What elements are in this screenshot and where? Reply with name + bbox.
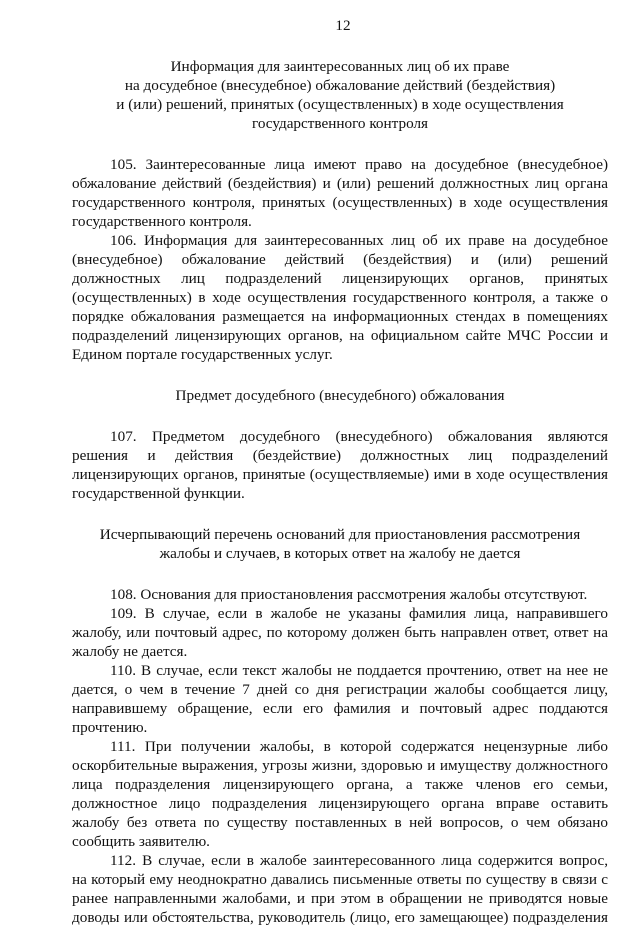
paragraph-line: ранее направленными жалобами, и при этом в обращении не приводятся новые [72, 890, 608, 907]
paragraph-line: государственного контроля, принятых (осуществленных) в ходе осуществления [72, 194, 608, 211]
heading-line: Предмет досудебного (внесудебного) обжалования [175, 387, 505, 404]
paragraph-line: 111. При получении жалобы, в которой содержатся нецензурные либо [110, 738, 608, 755]
paragraph-105 [72, 155, 608, 231]
paragraph-line: жалобу без ответа по существу поставленных в ней вопросов, о чем обязано [72, 814, 608, 831]
paragraph-line: направившему обращение, если его фамилия и почтовый адрес поддаются [72, 700, 608, 717]
paragraph-line: дается, о чем в течение 7 дней со дня регистрации жалобы сообщается лицу, [72, 681, 608, 698]
paragraph-line: 108. Основания для приостановления рассмотрения жалобы отсутствуют. [110, 586, 588, 603]
paragraph-line: государственной функции. [72, 485, 245, 502]
paragraph-line: прочтению. [72, 719, 148, 736]
paragraph-line: сообщить заявителю. [72, 833, 210, 850]
paragraph-line: 110. В случае, если текст жалобы не поддается прочтению, ответ на нее не [110, 662, 608, 679]
document-page [72, 16, 608, 927]
paragraph-line: решения и действия (бездействие) должностных лиц подразделений [72, 447, 608, 464]
paragraph-111 [72, 737, 608, 851]
paragraph-line: доводы или обстоятельства, руководитель (лицо, его замещающее) подразделения [72, 909, 608, 926]
paragraph-line: 112. В случае, если в жалобе заинтересованного лица содержится вопрос, [110, 852, 608, 869]
heading-line: жалобы и случаев, в которых ответ на жалобу не дается [159, 545, 521, 562]
paragraph-line: 109. В случае, если в жалобе не указаны фамилия лица, направившего [110, 605, 608, 622]
paragraph-107 [72, 427, 608, 503]
heading-line: Информация для заинтересованных лиц об их праве [170, 58, 510, 75]
paragraph-109 [72, 604, 608, 661]
paragraph-110 [72, 661, 608, 737]
paragraph-line: на который ему неоднократно давались письменные ответы по существу в связи с [72, 871, 608, 888]
paragraph-line: (внесудебное) обжалование действий (бездействия) и (или) решений [72, 251, 608, 268]
paragraph-line: 106. Информация для заинтересованных лиц об их праве на досудебное [110, 232, 608, 249]
section-heading-appeal-subject [72, 386, 608, 405]
paragraph-line: 105. Заинтересованные лица имеют право на досудебное (внесудебное) [110, 156, 608, 173]
paragraph-line: порядке обжалования размещается на информационных стендах в помещениях [72, 308, 608, 325]
paragraph-line: подразделений лицензирующих органов, на официальном сайте МЧС России и [72, 327, 608, 344]
paragraph-106 [72, 231, 608, 364]
paragraph-line: лица подразделения лицензирующего органа, а также членов его семьи, [72, 776, 608, 793]
paragraph-line: жалобу не дается. [72, 643, 188, 660]
paragraph-line: государственного контроля. [72, 213, 252, 230]
paragraph-line: должностных лиц подразделений лицензирующих органов, принятых [72, 270, 608, 287]
paragraph-line: жалобу, или почтовый адрес, по которому должен быть направлен ответ, ответ на [72, 624, 608, 641]
section-heading-appeal-rights [72, 57, 608, 133]
paragraph-line: 107. Предметом досудебного (внесудебного) обжалования являются [110, 428, 608, 445]
page-number: 12 [335, 17, 351, 34]
paragraph-line: (осуществленных) в ходе осуществления государственного контроля, а также о [72, 289, 608, 306]
paragraph-108 [72, 585, 608, 604]
heading-line: и (или) решений, принятых (осуществленных) в ходе осуществления [116, 96, 564, 113]
paragraph-line: оскорбительные выражения, угрозы жизни, здоровью и имуществу должностного [72, 757, 608, 774]
paragraph-112 [72, 851, 608, 927]
heading-line: на досудебное (внесудебное) обжалование действий (бездействия) [124, 77, 556, 94]
paragraph-line: обжалование действий (бездействия) и (или) решений должностных лиц органа [72, 175, 608, 192]
heading-line: государственного контроля [251, 115, 429, 132]
heading-line: Исчерпывающий перечень оснований для приостановления рассмотрения [99, 526, 581, 543]
paragraph-line: Едином портале государственных услуг. [72, 346, 333, 363]
paragraph-line: должностное лицо подразделения лицензирующего органа вправе оставить [72, 795, 608, 812]
section-heading-suspension-grounds [72, 525, 608, 563]
paragraph-line: лицензирующих органов, принятые (осуществляемые) ими в ходе осуществления [72, 466, 608, 483]
